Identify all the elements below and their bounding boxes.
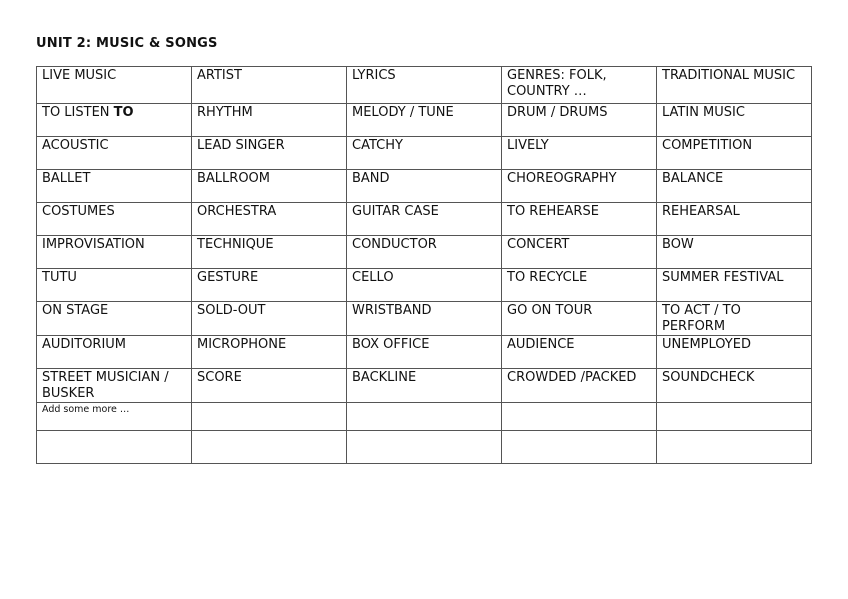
- table-cell: [502, 403, 657, 431]
- table-cell: IMPROVISATION: [37, 236, 192, 269]
- table-cell: ORCHESTRA: [192, 203, 347, 236]
- table-cell: RHYTHM: [192, 104, 347, 137]
- table-cell: [657, 431, 812, 464]
- table-cell: BAND: [347, 170, 502, 203]
- table-row: [37, 104, 812, 137]
- table-cell: [502, 431, 657, 464]
- table-cell: BOW: [657, 236, 812, 269]
- table-cell: TO REHEARSE: [502, 203, 657, 236]
- table-cell: UNEMPLOYED: [657, 336, 812, 369]
- table-cell: GENRES: FOLK, COUNTRY …: [502, 67, 657, 104]
- table-cell: CATCHY: [347, 137, 502, 170]
- table-cell: CONDUCTOR: [347, 236, 502, 269]
- page-title: UNIT 2: MUSIC & SONGS: [36, 36, 218, 51]
- table-cell: LATIN MUSIC: [657, 104, 812, 137]
- table-cell: SCORE: [192, 369, 347, 403]
- table-cell: CONCERT: [502, 236, 657, 269]
- table-cell: LIVE MUSIC: [37, 67, 192, 104]
- table-cell: [37, 104, 192, 137]
- table-row: [37, 203, 812, 236]
- table-cell: GUITAR CASE: [347, 203, 502, 236]
- table-cell: GESTURE: [192, 269, 347, 302]
- table-cell: LIVELY: [502, 137, 657, 170]
- table-cell: SOLD-OUT: [192, 302, 347, 336]
- vocabulary-table: [36, 66, 812, 464]
- table-cell: BOX OFFICE: [347, 336, 502, 369]
- table-cell: MICROPHONE: [192, 336, 347, 369]
- table-cell: DRUM / DRUMS: [502, 104, 657, 137]
- table-cell: ACOUSTIC: [37, 137, 192, 170]
- table-cell: REHEARSAL: [657, 203, 812, 236]
- table-cell: COSTUMES: [37, 203, 192, 236]
- table-cell: ON STAGE: [37, 302, 192, 336]
- table-cell: BACKLINE: [347, 369, 502, 403]
- table-row: [37, 67, 812, 104]
- table-cell: ARTIST: [192, 67, 347, 104]
- table-cell: LYRICS: [347, 67, 502, 104]
- table-cell: TUTU: [37, 269, 192, 302]
- table-cell: AUDIENCE: [502, 336, 657, 369]
- cell-text: TO LISTEN: [42, 105, 114, 120]
- table-cell: MELODY / TUNE: [347, 104, 502, 137]
- table-cell: CELLO: [347, 269, 502, 302]
- table-row: [37, 170, 812, 203]
- table-cell: TRADITIONAL MUSIC: [657, 67, 812, 104]
- table-cell: STREET MUSICIAN / BUSKER: [37, 369, 192, 403]
- table-cell: LEAD SINGER: [192, 137, 347, 170]
- table-cell: [192, 431, 347, 464]
- table-cell: TO ACT / TO PERFORM: [657, 302, 812, 336]
- table-cell: CHOREOGRAPHY: [502, 170, 657, 203]
- table-cell: BALANCE: [657, 170, 812, 203]
- table-cell: WRISTBAND: [347, 302, 502, 336]
- table-cell: SOUNDCHECK: [657, 369, 812, 403]
- table-cell: TECHNIQUE: [192, 236, 347, 269]
- table-cell: [347, 403, 502, 431]
- table-row: [37, 137, 812, 170]
- table-cell: Add some more …: [37, 403, 192, 431]
- table-cell: [347, 431, 502, 464]
- table-cell: BALLROOM: [192, 170, 347, 203]
- cell-text-bold: TO: [113, 105, 134, 120]
- table-row: [37, 403, 812, 431]
- table-cell: COMPETITION: [657, 137, 812, 170]
- table-row: [37, 236, 812, 269]
- table-cell: TO RECYCLE: [502, 269, 657, 302]
- table-cell: SUMMER FESTIVAL: [657, 269, 812, 302]
- table-cell: CROWDED /PACKED: [502, 369, 657, 403]
- table-row: [37, 302, 812, 336]
- table-cell: BALLET: [37, 170, 192, 203]
- table-cell: [657, 403, 812, 431]
- table-cell: AUDITORIUM: [37, 336, 192, 369]
- table-cell: GO ON TOUR: [502, 302, 657, 336]
- table-cell: [37, 431, 192, 464]
- table-cell: [192, 403, 347, 431]
- table-row: [37, 431, 812, 464]
- table-row: [37, 336, 812, 369]
- table-row: [37, 269, 812, 302]
- table-row: [37, 369, 812, 403]
